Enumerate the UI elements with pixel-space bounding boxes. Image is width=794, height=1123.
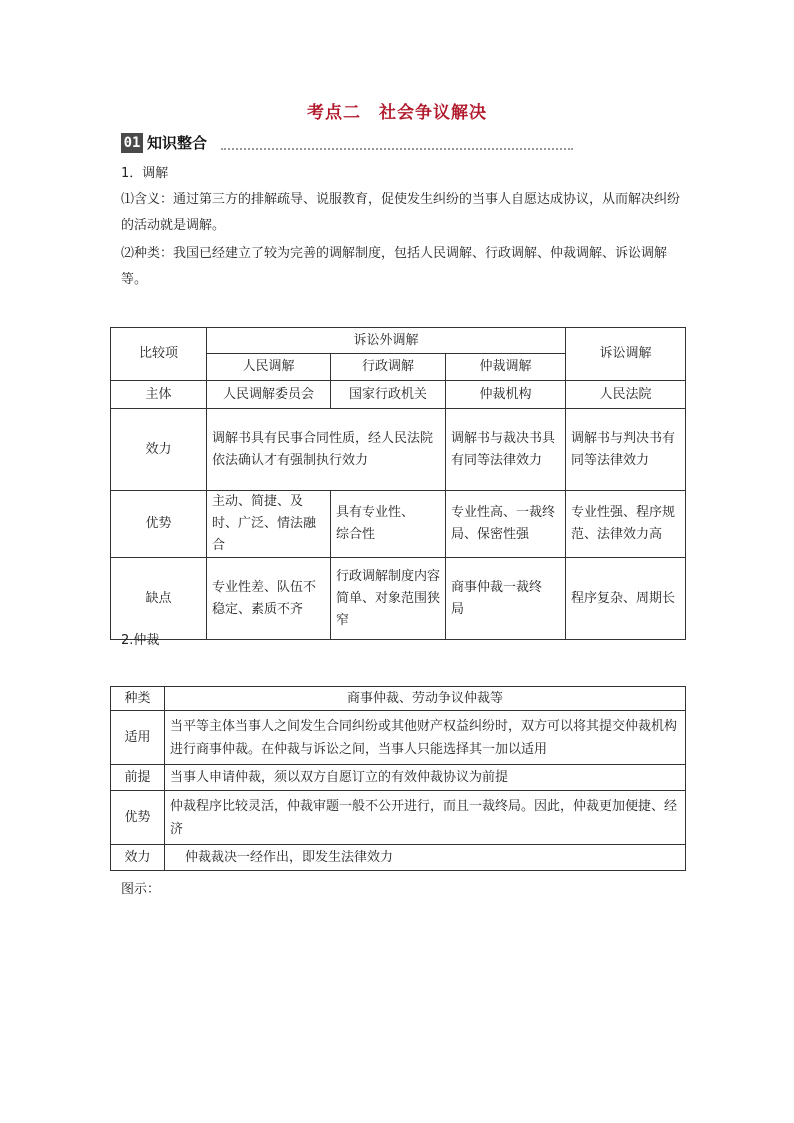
cell-disadvantage-admin: 行政调解制度内容简单、对象范围狭窄 (331, 558, 446, 640)
cell-effect-litigation: 调解书与判决书有同等法律效力 (566, 409, 686, 491)
cell-effect: 仲裁裁决一经作出，即发生法律效力 (165, 845, 686, 871)
cell-premise: 当事人申请仲裁，须以双方自愿订立的有效仲裁协议为前提 (165, 765, 686, 791)
figure-label: 图示： (121, 882, 161, 897)
cell-subject-people: 人民调解委员会 (207, 381, 331, 409)
cell-advantage-people: 主动、简捷、及时、广泛、情法融合 (207, 491, 331, 558)
cell-effect-arbitration: 调解书与裁决书具有同等法律效力 (446, 409, 566, 491)
cell-disadvantage-arbitration: 商事仲裁一裁终局 (446, 558, 566, 640)
page-title: 考点二 社会争议解决 (307, 103, 487, 123)
cell-subject-admin: 国家行政机关 (331, 381, 446, 409)
cell-subject-litigation: 人民法院 (566, 381, 686, 409)
cell-advantage-admin: 具有专业性、综合性 (331, 491, 446, 558)
row-label-subject: 主体 (111, 381, 207, 409)
header-admin-mediation: 行政调解 (331, 354, 446, 381)
row-label-effect: 效力 (111, 845, 165, 871)
row-label-disadvantage: 缺点 (111, 558, 207, 640)
row-label-advantage: 优势 (111, 491, 207, 558)
row-label-application: 适用 (111, 711, 165, 765)
cell-advantage-arbitration: 专业性高、一裁终局、保密性强 (446, 491, 566, 558)
header-arbitration-mediation: 仲裁调解 (446, 354, 566, 381)
cell-category: 商事仲裁、劳动争议仲裁等 (165, 687, 686, 711)
heading-arbitration: 2.仲裁 (121, 633, 160, 648)
section-label: 知识整合 (147, 134, 208, 152)
row-label-advantage: 优势 (111, 791, 165, 845)
arbitration-table (110, 686, 686, 871)
mediation-comparison-table (110, 327, 686, 640)
cell-effect-people-admin: 调解书具有民事合同性质，经人民法院依法确认才有强制执行效力 (207, 409, 446, 491)
heading-mediation: 1．调解 (121, 166, 169, 181)
row-label-effect: 效力 (111, 409, 207, 491)
row-label-category: 种类 (111, 687, 165, 711)
paragraph-definition: ⑴含义：通过第三方的排解疏导、说服教育，促使发生纠纷的当事人自愿达成协议，从而解决纠纷的活动就是调解。 (121, 192, 681, 233)
cell-disadvantage-people: 专业性差、队伍不稳定、素质不齐 (207, 558, 331, 640)
header-litigation-mediation: 诉讼调解 (566, 328, 686, 381)
cell-advantage-litigation: 专业性强、程序规范、法律效力高 (566, 491, 686, 558)
header-outside-litigation: 诉讼外调解 (207, 328, 566, 354)
cell-disadvantage-litigation: 程序复杂、周期长 (566, 558, 686, 640)
header-compare: 比较项 (111, 328, 207, 381)
cell-subject-arbitration: 仲裁机构 (446, 381, 566, 409)
cell-application: 当平等主体当事人之间发生合同纠纷或其他财产权益纠纷时，双方可以将其提交仲裁机构进行商事仲裁。在仲裁与诉讼之间，当事人只能选择其一加以适用 (165, 711, 686, 765)
section-number-badge: 01 (121, 133, 143, 153)
row-label-premise: 前提 (111, 765, 165, 791)
paragraph-types: ⑵种类：我国已经建立了较为完善的调解制度，包括人民调解、行政调解、仲裁调解、诉讼调解等。 (121, 246, 668, 287)
header-people-mediation: 人民调解 (207, 354, 331, 381)
dotted-divider (221, 148, 573, 150)
cell-advantage: 仲裁程序比较灵活，仲裁审题一般不公开进行，而且一裁终局。因此，仲裁更加便捷、经济 (165, 791, 686, 845)
